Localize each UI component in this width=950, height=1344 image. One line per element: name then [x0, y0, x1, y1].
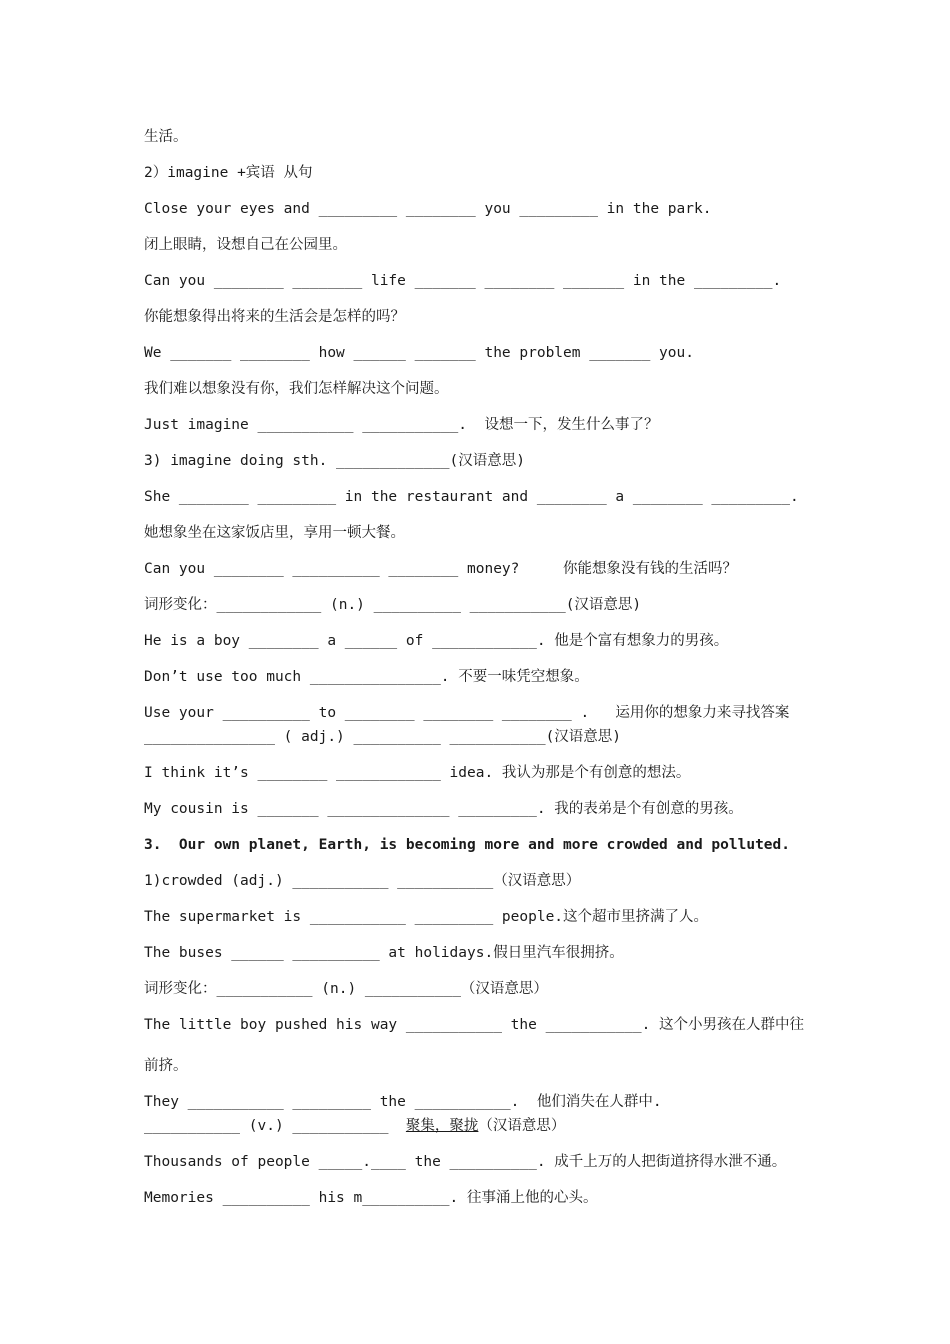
word-forms-line: _______________ ( adj.) __________ ___________(汉语意思): [144, 729, 622, 745]
text-line: 2）imagine +宾语 从句: [144, 165, 313, 181]
exercise-line: Close your eyes and _________ ________ you _________ in the park.: [144, 201, 712, 217]
exercise-line: I think it’s ________ ____________ idea. 我认为那是个有创意的想法。: [144, 765, 691, 781]
underlined-meaning: 聚集，聚拢: [405, 1118, 479, 1134]
word-forms-line: 词形变化：___________ (n.) ___________（汉语意思）: [144, 981, 548, 997]
translation-line: 我们难以想象没有你，我们怎样解决这个问题。: [144, 381, 449, 397]
translation-line: 她想象坐在这家饭店里，享用一顿大餐。: [144, 525, 405, 541]
exercise-line: My cousin is _______ ______________ _________. 我的表弟是个有创意的男孩。: [144, 801, 743, 817]
exercise-line: The buses ______ __________ at holidays.假日里汽车很拥挤。: [144, 945, 624, 961]
exercise-line: We _______ ________ how ______ _______ the problem _______ you.: [144, 345, 694, 361]
text-line: 生活。: [144, 129, 188, 145]
translation-line: 你能想象得出将来的生活会是怎样的吗？: [144, 309, 405, 325]
exercise-line: Use your __________ to ________ ________ ________ . 运用你的想象力来寻找答案: [144, 705, 790, 721]
word-forms-line: 词形变化：____________ (n.) __________ ___________(汉语意思): [144, 597, 642, 613]
exercise-line: Can you ________ __________ ________ money? 你能想象没有钱的生活吗？: [144, 561, 738, 577]
word-forms-line: 1)crowded (adj.) ___________ ___________（汉语意思）: [144, 873, 581, 889]
gloss-suffix: （汉语意思）: [478, 1118, 566, 1134]
section-heading: 3) imagine doing sth. _____________(汉语意思): [144, 453, 525, 469]
exercise-line: They ___________ _________ the ___________. 他们消失在人群中.: [144, 1094, 662, 1110]
exercise-line: Memories __________ his m__________. 往事涌上他的心头。: [144, 1190, 598, 1206]
exercise-line: Thousands of people _____.____ the __________. 成千上万的人把街道挤得水泄不通。: [144, 1154, 787, 1170]
exercise-line: The little boy pushed his way ___________ the ___________. 这个小男孩在人群中往: [144, 1017, 805, 1033]
word-forms-blanks: ___________ (v.) ___________: [144, 1118, 406, 1134]
exercise-line: Can you ________ ________ life _______ ________ _______ in the _________.: [144, 273, 782, 289]
section-heading: 3. Our own planet, Earth, is becoming more and more crowded and polluted.: [144, 837, 791, 853]
word-forms-line: [144, 1116, 824, 1136]
exercise-line: She ________ _________ in the restaurant and ________ a ________ _________.: [144, 489, 799, 505]
translation-line: 闭上眼睛，设想自己在公园里。: [144, 237, 347, 253]
exercise-line: He is a boy ________ a ______ of ____________. 他是个富有想象力的男孩。: [144, 633, 729, 649]
exercise-line: Just imagine ___________ ___________. 设想一下，发生什么事了？: [144, 417, 659, 433]
text-line: 前挤。: [144, 1058, 188, 1074]
exercise-line: The supermarket is ___________ _________ people.这个超市里挤满了人。: [144, 909, 709, 925]
exercise-line: Don’t use too much _______________. 不要一味凭空想象。: [144, 669, 589, 685]
